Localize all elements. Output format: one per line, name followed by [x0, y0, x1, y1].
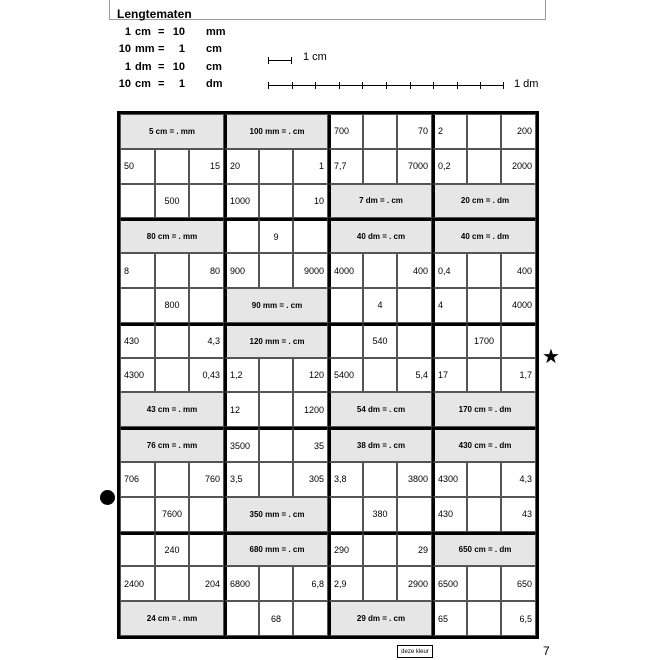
conv-unit: mm [206, 26, 226, 38]
clue-cell: 43 cm = . mm [120, 392, 224, 427]
ruler-tick [362, 82, 363, 89]
answer-cell [363, 149, 398, 184]
conv-value: 10 [118, 78, 131, 90]
answer-cell [189, 288, 224, 323]
answer-cell [120, 288, 155, 323]
answer-cell: 240 [155, 532, 190, 567]
answer-cell: 1000 [224, 184, 259, 219]
clue-cell: 650 cm = . dm [432, 532, 536, 567]
answer-cell [259, 149, 294, 184]
conv-value: 1 [178, 78, 185, 90]
answer-cell: 6500 [432, 566, 467, 601]
answer-cell [467, 358, 502, 393]
answer-cell: 650 [501, 566, 536, 601]
clue-cell: 5 cm = . mm [120, 114, 224, 149]
answer-cell: 400 [501, 253, 536, 288]
answer-cell: 35 [293, 427, 328, 462]
clue-cell: 20 cm = . dm [432, 184, 536, 219]
clue-cell: 80 cm = . mm [120, 218, 224, 253]
answer-cell: 68 [259, 601, 294, 636]
clue-cell: 76 cm = . mm [120, 427, 224, 462]
answer-cell: 3,5 [224, 462, 259, 497]
conv-value: 10 [118, 43, 131, 55]
conv-unit: mm [135, 43, 155, 55]
clue-cell: 680 mm = . cm [224, 532, 328, 567]
answer-cell: 8 [120, 253, 155, 288]
answer-cell: 900 [224, 253, 259, 288]
answer-cell [328, 497, 363, 532]
answer-cell: 3800 [397, 462, 432, 497]
clue-cell: 7 dm = . cm [328, 184, 432, 219]
page-number: 7 [543, 644, 550, 658]
answer-cell [259, 358, 294, 393]
answer-cell: 200 [501, 114, 536, 149]
answer-cell: 6,5 [501, 601, 536, 636]
answer-cell [363, 358, 398, 393]
answer-cell: 0,43 [189, 358, 224, 393]
decimeter-label: 1 dm [514, 78, 539, 90]
answer-cell: 2,9 [328, 566, 363, 601]
answer-cell [155, 149, 190, 184]
answer-cell: 0,4 [432, 253, 467, 288]
answer-cell: 6,8 [293, 566, 328, 601]
answer-cell [189, 184, 224, 219]
answer-cell [259, 427, 294, 462]
answer-cell [155, 253, 190, 288]
answer-cell: 204 [189, 566, 224, 601]
answer-cell [189, 497, 224, 532]
answer-cell: 1,2 [224, 358, 259, 393]
answer-cell: 29 [397, 532, 432, 567]
answer-cell [259, 392, 294, 427]
answer-cell: 706 [120, 462, 155, 497]
clue-cell: 38 dm = . cm [328, 427, 432, 462]
answer-cell: 2000 [501, 149, 536, 184]
answer-cell: 7,7 [328, 149, 363, 184]
answer-cell [120, 184, 155, 219]
answer-cell: 3500 [224, 427, 259, 462]
conv-value: 10 [172, 26, 185, 38]
answer-cell [467, 253, 502, 288]
conv-value: 1 [178, 43, 185, 55]
answer-cell [501, 323, 536, 358]
answer-cell: 4,3 [189, 323, 224, 358]
answer-cell: 430 [432, 497, 467, 532]
clue-cell: 100 mm = . cm [224, 114, 328, 149]
conv-value: 1 [124, 61, 131, 73]
answer-cell: 4300 [432, 462, 467, 497]
ruler-tick [433, 82, 434, 89]
answer-cell: 43 [501, 497, 536, 532]
answer-cell [224, 218, 259, 253]
answer-cell [467, 114, 502, 149]
dot-marker-icon [100, 490, 115, 505]
centimeter-label: 1 cm [303, 51, 327, 63]
clue-cell: 430 cm = . dm [432, 427, 536, 462]
answer-cell: 9000 [293, 253, 328, 288]
conv-unit: cm [135, 78, 151, 90]
answer-cell: 1 [293, 149, 328, 184]
answer-cell: 5400 [328, 358, 363, 393]
answer-cell [155, 462, 190, 497]
answer-cell: 290 [328, 532, 363, 567]
answer-cell: 700 [328, 114, 363, 149]
page-title: Lengtematen [117, 7, 192, 21]
answer-cell: 15 [189, 149, 224, 184]
color-legend-box: deze kleur [397, 645, 433, 658]
answer-cell: 17 [432, 358, 467, 393]
clue-cell: 40 dm = . cm [328, 218, 432, 253]
clue-cell: 90 mm = . cm [224, 288, 328, 323]
clue-cell: 40 cm = . dm [432, 218, 536, 253]
answer-cell: 1700 [467, 323, 502, 358]
answer-cell [155, 323, 190, 358]
answer-cell: 380 [363, 497, 398, 532]
conv-equals: = [158, 61, 165, 73]
answer-cell [363, 532, 398, 567]
conv-equals: = [158, 26, 165, 38]
answer-cell [293, 218, 328, 253]
answer-cell [224, 601, 259, 636]
clue-cell: 170 cm = . dm [432, 392, 536, 427]
clue-cell: 120 mm = . cm [224, 323, 328, 358]
conversion-puzzle-grid [117, 111, 539, 639]
answer-cell [467, 149, 502, 184]
answer-cell [259, 253, 294, 288]
answer-cell [467, 462, 502, 497]
centimeter-ruler [268, 60, 292, 61]
answer-cell [467, 288, 502, 323]
answer-cell: 800 [155, 288, 190, 323]
answer-cell [328, 323, 363, 358]
answer-cell: 7000 [397, 149, 432, 184]
conv-equals: = [158, 43, 165, 55]
answer-cell [363, 114, 398, 149]
answer-cell: 20 [224, 149, 259, 184]
answer-cell [155, 566, 190, 601]
answer-cell: 1,7 [501, 358, 536, 393]
answer-cell [328, 288, 363, 323]
answer-cell [363, 253, 398, 288]
answer-cell [467, 601, 502, 636]
answer-cell: 540 [363, 323, 398, 358]
answer-cell [293, 601, 328, 636]
answer-cell: 3,8 [328, 462, 363, 497]
answer-cell: 4 [363, 288, 398, 323]
ruler-tick [503, 82, 504, 89]
answer-cell [120, 532, 155, 567]
conv-equals: = [158, 78, 165, 90]
decimeter-ruler [268, 85, 504, 86]
answer-cell: 4000 [501, 288, 536, 323]
answer-cell: 7600 [155, 497, 190, 532]
answer-cell [259, 462, 294, 497]
answer-cell: 80 [189, 253, 224, 288]
answer-cell [397, 323, 432, 358]
answer-cell: 2400 [120, 566, 155, 601]
answer-cell [363, 566, 398, 601]
answer-cell: 12 [224, 392, 259, 427]
clue-cell: 54 dm = . cm [328, 392, 432, 427]
answer-cell: 5,4 [397, 358, 432, 393]
answer-cell: 2 [432, 114, 467, 149]
conv-value: 10 [172, 61, 185, 73]
answer-cell [432, 323, 467, 358]
ruler-tick [480, 82, 481, 89]
answer-cell [120, 497, 155, 532]
answer-cell [259, 566, 294, 601]
ruler-tick [315, 82, 316, 89]
ruler-tick [268, 82, 269, 89]
answer-cell: 4,3 [501, 462, 536, 497]
clue-cell: 29 dm = . cm [328, 601, 432, 636]
answer-cell: 760 [189, 462, 224, 497]
answer-cell: 0,2 [432, 149, 467, 184]
answer-cell: 1200 [293, 392, 328, 427]
conv-unit: dm [206, 78, 223, 90]
answer-cell [397, 497, 432, 532]
ruler-tick [457, 82, 458, 89]
answer-cell: 120 [293, 358, 328, 393]
answer-cell: 500 [155, 184, 190, 219]
star-marker-icon: ★ [542, 346, 560, 368]
answer-cell: 4300 [120, 358, 155, 393]
ruler-tick [386, 82, 387, 89]
conv-unit: cm [206, 43, 222, 55]
answer-cell [259, 184, 294, 219]
answer-cell: 4000 [328, 253, 363, 288]
answer-cell: 50 [120, 149, 155, 184]
conv-unit: cm [135, 26, 151, 38]
ruler-tick [410, 82, 411, 89]
ruler-tick [292, 82, 293, 89]
answer-cell: 70 [397, 114, 432, 149]
answer-cell: 430 [120, 323, 155, 358]
answer-cell [467, 497, 502, 532]
clue-cell: 350 mm = . cm [224, 497, 328, 532]
answer-cell: 9 [259, 218, 294, 253]
answer-cell: 65 [432, 601, 467, 636]
conv-unit: dm [135, 61, 152, 73]
answer-cell [189, 532, 224, 567]
answer-cell: 305 [293, 462, 328, 497]
answer-cell [467, 566, 502, 601]
conv-unit: cm [206, 61, 222, 73]
conv-value: 1 [124, 26, 131, 38]
answer-cell [363, 462, 398, 497]
answer-cell: 2900 [397, 566, 432, 601]
ruler-tick [339, 82, 340, 89]
answer-cell [155, 358, 190, 393]
answer-cell: 10 [293, 184, 328, 219]
answer-cell: 6800 [224, 566, 259, 601]
clue-cell: 24 cm = . mm [120, 601, 224, 636]
answer-cell: 400 [397, 253, 432, 288]
answer-cell [397, 288, 432, 323]
answer-cell: 4 [432, 288, 467, 323]
